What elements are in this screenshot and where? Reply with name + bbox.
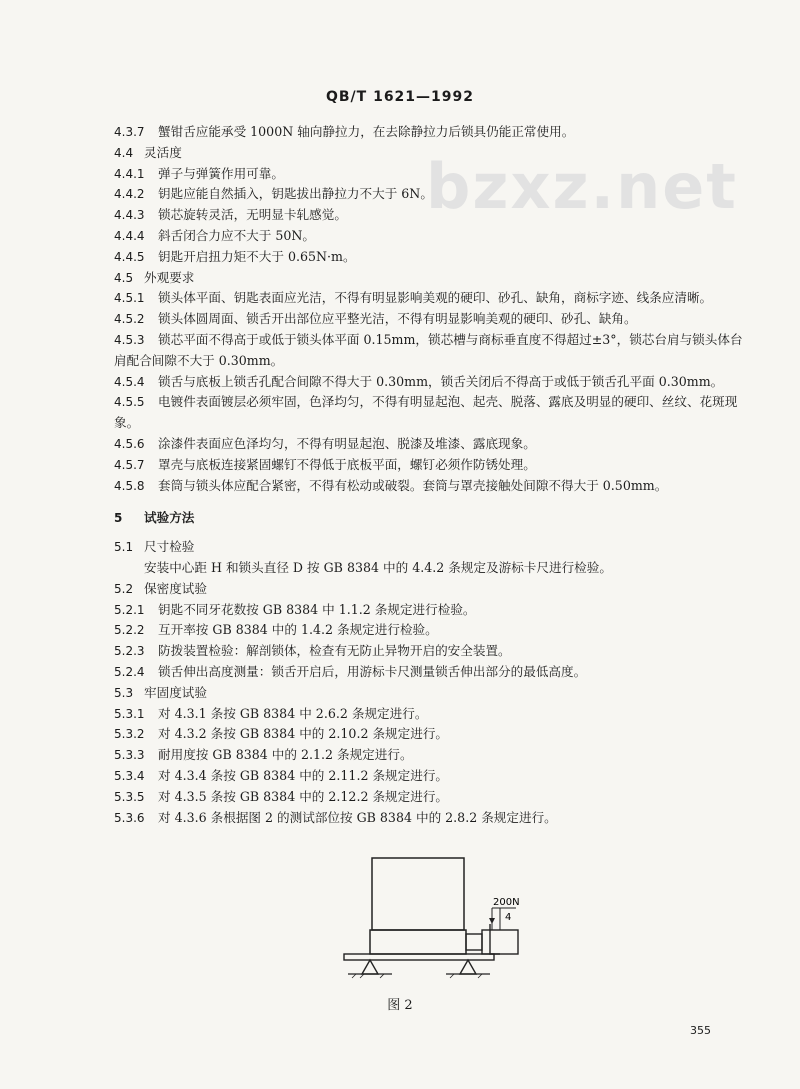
clause-4-5-7 <box>114 455 754 476</box>
clause-4-4-2 <box>114 184 754 205</box>
clause-text: 套筒与锁头体应配合紧密，不得有松动或破裂。套筒与罩壳接触处间隙不得大于 0.50mm。 <box>158 477 668 493</box>
section-number: 5 <box>114 511 123 526</box>
section-5-heading <box>114 508 754 529</box>
clause-text: 互开率按 GB 8384 中的 1.4.2 条规定进行检验。 <box>158 622 438 638</box>
clause-text: 罩壳与底板连接紧固螺钉不得低于底板平面，螺钉必须作防锈处理。 <box>158 456 536 472</box>
clause-5-3-2 <box>114 724 754 745</box>
clause-5-3-6 <box>114 808 754 829</box>
clause-5-3-1 <box>114 704 754 725</box>
clause-text: 保密度试验 <box>144 580 207 596</box>
clause-5-2-3 <box>114 641 754 662</box>
clause-4-5-3 <box>114 330 754 372</box>
clause-number: 4.5.7 <box>114 457 145 472</box>
clause-5-3-4 <box>114 766 754 787</box>
clause-number: 4.5.1 <box>114 291 145 306</box>
clause-text: 锁芯旋转灵活，无明显卡轧感觉。 <box>158 207 347 223</box>
clause-text: 防拨装置检验：解剖锁体，检查有无防止异物开启的安全装置。 <box>158 643 511 659</box>
clause-number: 4.4.3 <box>114 208 145 223</box>
clause-number: 4.5 <box>114 270 134 285</box>
clause-text: 对 4.3.2 条按 GB 8384 中的 2.10.2 条规定进行。 <box>158 726 449 742</box>
clause-text: 锁头体平面、钥匙表面应光洁，不得有明显影响美观的硬印、砂孔、缺角，商标字迹、线条应清晰。 <box>158 290 713 306</box>
force-label: 200N <box>493 897 520 908</box>
clause-4-5-1 <box>114 288 754 309</box>
clause-number: 4.5.5 <box>114 395 145 410</box>
clause-text: 弹子与弹簧作用可靠。 <box>158 165 284 181</box>
section-5-clauses <box>114 537 754 828</box>
clause-5-3 <box>114 683 754 704</box>
clause-text: 钥匙应能自然插入，钥匙拔出静拉力不大于 6N。 <box>158 186 433 202</box>
clause-number: 4.4.2 <box>114 187 145 202</box>
clause-5-2 <box>114 579 754 600</box>
clause-number: 4.4.4 <box>114 228 145 243</box>
clause-text: 锁舌伸出高度测量：锁舌开启后，用游标卡尺测量锁舌伸出部分的最低高度。 <box>158 663 587 679</box>
clause-number: 4.5.6 <box>114 436 145 451</box>
clause-number: 5.3.2 <box>114 727 145 742</box>
clause-text: 蟹钳舌应能承受 1000N 轴向静拉力，在去除静拉力后锁具仍能正常使用。 <box>158 124 575 139</box>
clause-4-5-5 <box>114 392 754 434</box>
figure-caption: 图 2 <box>387 998 413 1013</box>
clause-number: 4.3.7 <box>114 125 145 139</box>
clause-5-2-2 <box>114 620 754 641</box>
clause-4-5-2 <box>114 309 754 330</box>
clause-number: 5.3.3 <box>114 748 145 763</box>
clause-4-5-4 <box>114 372 754 393</box>
clause-4-3-7 <box>114 122 754 143</box>
clause-text: 锁芯平面不得高于或低于锁头体平面 0.15mm，锁芯槽与商标垂直度不得超过±3°，锁芯台肩与锁头体台肩配合间隙不大于 0.30mm。 <box>114 331 743 368</box>
clause-4-4-1 <box>114 164 754 185</box>
clause-number: 4.5.8 <box>114 478 145 493</box>
clause-text: 耐用度按 GB 8384 中的 2.1.2 条规定进行。 <box>158 747 413 763</box>
clause-number: 4.5.2 <box>114 312 145 327</box>
clause-number: 4.4.5 <box>114 249 145 264</box>
figure-2-diagram <box>340 850 540 990</box>
section-title: 试验方法 <box>144 510 195 526</box>
clause-5-1 <box>114 537 754 558</box>
clause-5-3-3 <box>114 745 754 766</box>
clause-text: 牢固度试验 <box>144 684 207 700</box>
clause-4-5 <box>114 268 754 289</box>
clause-number: 5.3.4 <box>114 768 145 783</box>
clause-number: 5.2.4 <box>114 664 145 679</box>
clause-4-4-4 <box>114 226 754 247</box>
clause-number: 4.4 <box>114 145 134 160</box>
clause-text: 外观要求 <box>144 269 195 285</box>
dimension-label: 4 <box>505 912 512 923</box>
clause-4-5-6 <box>114 434 754 455</box>
clause-text: 对 4.3.4 条按 GB 8384 中的 2.11.2 条规定进行。 <box>158 767 449 783</box>
clause-4-4-3 <box>114 205 754 226</box>
clause-4-4 <box>114 143 754 164</box>
clause-number: 5.3.5 <box>114 789 145 804</box>
clause-text: 对 4.3.5 条按 GB 8384 中的 2.12.2 条规定进行。 <box>158 788 449 804</box>
clause-5-2-4 <box>114 662 754 683</box>
clause-text: 对 4.3.6 条根据图 2 的测试部位按 GB 8384 中的 2.8.2 条规定进行。 <box>158 809 557 825</box>
clause-4-4-5 <box>114 247 754 268</box>
clause-number: 5.2.3 <box>114 644 145 659</box>
clause-text: 钥匙不同牙花数按 GB 8384 中 1.1.2 条规定进行检验。 <box>158 601 476 617</box>
clause-text: 涂漆件表面应色泽均匀，不得有明显起泡、脱漆及堆漆、露底现象。 <box>158 435 536 451</box>
watermark: bzxz.net <box>426 150 738 223</box>
clause-number: 5.1 <box>114 540 134 555</box>
clause-number: 4.5.3 <box>114 332 145 347</box>
clause-text: 钥匙开启扭力矩不大于 0.65N·m。 <box>158 248 356 264</box>
clause-text: 斜舌闭合力应不大于 50N。 <box>158 227 315 243</box>
clause-number: 5.3.6 <box>114 810 145 825</box>
clause-text: 锁头体圆周面、锁舌开出部位应平整光洁，不得有明显影响美观的硬印、砂孔、缺角。 <box>158 311 637 327</box>
clause-number: 5.3 <box>114 685 134 700</box>
clause-text: 对 4.3.1 条按 GB 8384 中 2.6.2 条规定进行。 <box>158 705 428 721</box>
clause-text: 锁舌与底板上锁舌孔配合间隙不得大于 0.30mm，锁舌关闭后不得高于或低于锁舌孔平面 0.30mm。 <box>158 373 724 389</box>
document-body <box>114 122 754 828</box>
clause-text: 尺寸检验 <box>144 539 195 555</box>
clause-number: 5.2.2 <box>114 623 145 638</box>
clause-text: 灵活度 <box>144 144 182 160</box>
clause-5-3-5 <box>114 787 754 808</box>
clause-4-5-8 <box>114 476 754 497</box>
clause-text-1 <box>114 558 754 579</box>
clause-number: 4.5.4 <box>114 374 145 389</box>
clause-text: 安装中心距 H 和锁头直径 D 按 GB 8384 中的 4.4.2 条规定及游标卡尺进行检验。 <box>144 559 612 575</box>
clause-number: 5.3.1 <box>114 706 145 721</box>
standard-number: QB/T 1621—1992 <box>325 89 475 105</box>
clause-number: 5.2.1 <box>114 602 145 617</box>
clause-text: 电镀件表面镀层必须牢固，色泽均匀，不得有明显起泡、起壳、脱落、露底及明显的硬印、丝纹、花斑现象。 <box>114 394 738 431</box>
clause-number: 4.4.1 <box>114 166 145 181</box>
clause-number: 5.2 <box>114 581 134 596</box>
section-4-clauses <box>114 122 754 496</box>
clause-5-2-1 <box>114 600 754 621</box>
page-number: 355 <box>690 1024 711 1037</box>
